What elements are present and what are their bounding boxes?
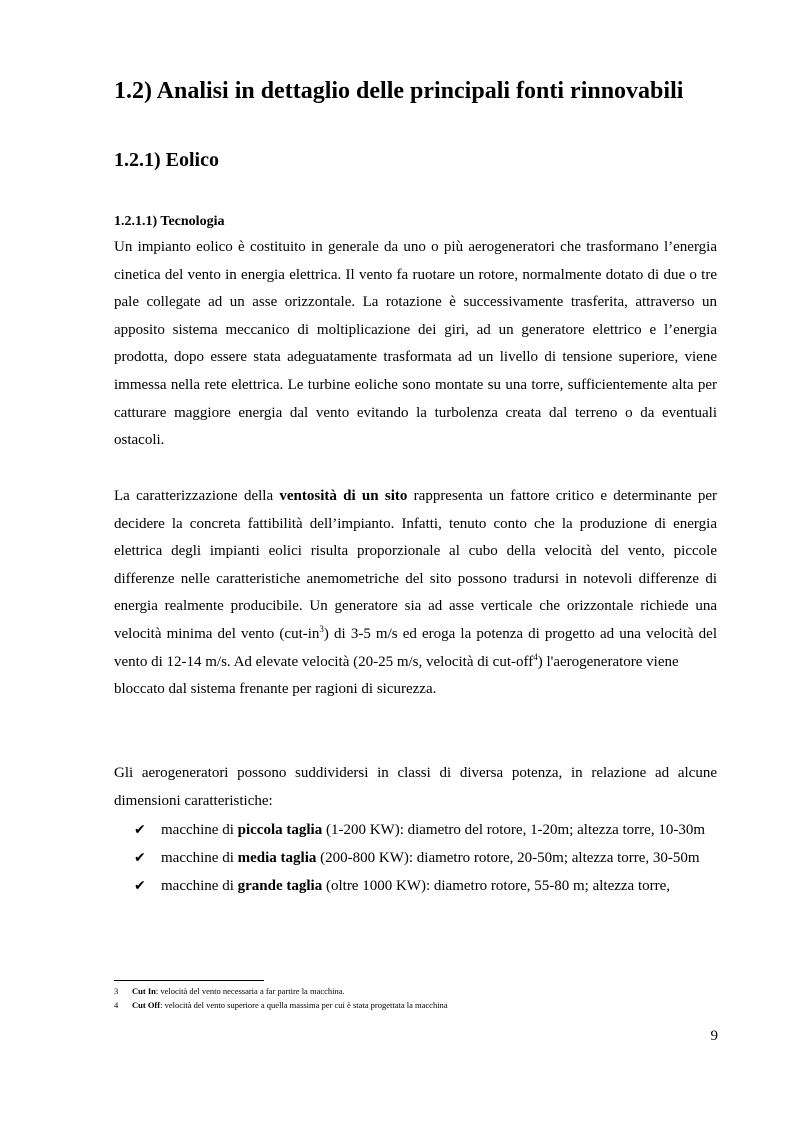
footnote-ref-4: 4 <box>533 651 538 662</box>
footnote-ref-3: 3 <box>319 623 324 634</box>
text-run: ) l'aerogeneratore viene <box>537 653 679 670</box>
text-run: bloccato dal sistema frenante per ragioni di sicurezza. <box>114 681 437 698</box>
list-item <box>114 844 717 872</box>
footnote-3 <box>114 984 717 998</box>
page-number: 9 <box>710 1028 718 1044</box>
paragraph-classes-intro: Gli aerogeneratori possono suddividersi in classi di diversa potenza, in relazione ad alcune dimensioni caratteristiche: <box>114 765 717 809</box>
text-run: (200-800 KW): diametro rotore, 20-50m; altezza torre, 30-50m <box>316 850 700 866</box>
text-run: macchine di <box>161 850 238 866</box>
bold-term: grande taglia <box>237 878 323 894</box>
footnote-number: 4 <box>114 1000 119 1010</box>
text-run: macchine di <box>161 878 238 894</box>
paragraph-site-windiness <box>114 483 717 704</box>
text-run: ) di 3-5 m/s ed eroga la potenza di progetto ad una velocità del vento di 12-14 m/s. Ad elevate velocità (20-25 m/s, velocità di cut-off <box>114 625 717 670</box>
bold-term-windiness: ventosità di un sito <box>279 488 408 504</box>
checkmark-icon: ✔ <box>134 850 146 866</box>
footnote-text: : velocità del vento necessaria a far partire la macchina. <box>155 986 345 996</box>
footnotes <box>114 984 717 1012</box>
section-heading: 1.2) Analisi in dettaglio delle principali fonti rinnovabili <box>114 78 684 104</box>
bold-term: piccola taglia <box>237 822 323 838</box>
footnote-text: : velocità del vento superiore a quella massima per cui è stata progettata la macchina <box>160 1000 448 1010</box>
checkmark-icon: ✔ <box>134 878 146 894</box>
text-run: (oltre 1000 KW): diametro rotore, 55-80 m; altezza torre, <box>322 878 671 894</box>
text-run: (1-200 KW): diametro del rotore, 1-20m; altezza torre, 10-30m <box>322 822 705 838</box>
bold-term: media taglia <box>237 850 317 866</box>
paragraph-technology: Un impianto eolico è costituito in generale da uno o più aerogeneratori che trasformano l’energia cinetica del vento in energia elettrica. Il vento fa ruotare un rotore, normalmente dotato di due o tre pale collegate ad un asse orizzontale. La rotazione è successivamente trasferita, attraverso un apposito sistema meccanico di moltiplicazione dei giri, ad un generatore elettrico e l’energia prodotta, dopo essere stata adeguatamente trasformata ad un livello di tensione superiore, viene immessa nella rete elettrica. Le turbine eoliche sono montate su una torre, sufficientemente alta per catturare maggiore energia dal vento evitando la turbolenza creata dal terreno o da eventuali ostacoli. <box>114 239 717 449</box>
list-item <box>114 816 717 844</box>
footnote-term: Cut In <box>132 986 156 996</box>
size-class-list <box>114 816 717 900</box>
footnote-4 <box>114 998 717 1012</box>
subsubsection-heading: 1.2.1.1) Tecnologia <box>114 214 225 229</box>
text-run: La caratterizzazione della <box>114 488 280 504</box>
list-item <box>114 872 717 900</box>
text-run: rappresenta un fattore critico e determinante per decidere la concreta fattibilità dell’impianto. Infatti, tenuto conto che la produzione di energia elettrica degli impianti eolici risulta proporzionale al cubo della velocità del vento, piccole differenze nelle caratteristiche anemometriche del sito possono tradursi in notevoli differenze di energia realmente producibile. Un generatore sia ad asse verticale che orizzontale richiede una velocità minima del vento (cut-in <box>114 488 717 642</box>
text-run: macchine di <box>161 822 238 838</box>
footnote-separator <box>114 980 264 981</box>
footnote-term: Cut Off <box>132 1000 161 1010</box>
checkmark-icon: ✔ <box>134 822 146 838</box>
footnote-number: 3 <box>114 986 119 996</box>
subsection-heading: 1.2.1) Eolico <box>114 149 219 171</box>
